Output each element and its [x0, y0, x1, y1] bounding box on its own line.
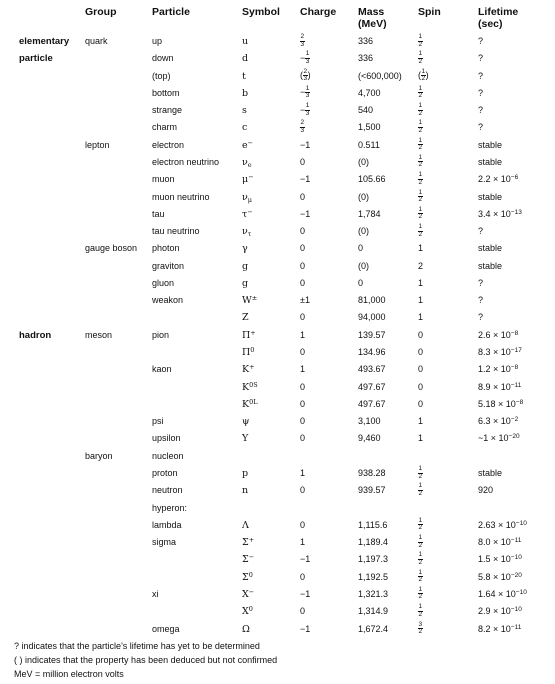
particle-symbol: γ [242, 243, 248, 255]
particle-spin: 1 2 [418, 33, 423, 48]
particle-mass: (0) [358, 260, 369, 271]
particle-symbol: Σ+ [242, 536, 255, 549]
particle-charge: 0 [300, 312, 306, 323]
particle-name: bottom [152, 87, 180, 98]
particle-symbol: K+ [242, 363, 255, 376]
particle-lifetime: stable [478, 191, 503, 202]
particle-spin: 0 [418, 329, 424, 340]
particle-mass: 497.67 [358, 398, 386, 409]
particle-symbol: Z [242, 312, 249, 324]
particle-lifetime: $3.4 \times 10^{-13}$ [478, 208, 522, 219]
particle-name: upsilon [152, 433, 181, 444]
particle-symbol: g [242, 260, 249, 272]
particle-lifetime: $8.3 \times 10^{-17}$ [478, 347, 522, 358]
particle-name: graviton [152, 260, 185, 271]
particle-charge: 1 [300, 468, 306, 478]
particle-lifetime: $5.18 \times 10^{-8}$ [478, 398, 524, 409]
particle-charge: −1 [300, 588, 311, 599]
particle-name: nucleon [152, 450, 184, 461]
particle-symbol: Π+ [242, 328, 256, 341]
particle-lifetime: $8.0 \times 10^{-11}$ [478, 537, 522, 548]
particle-spin: 1 [418, 433, 424, 444]
particle-charge: 0 [300, 606, 306, 617]
particle-lifetime: stable [478, 243, 503, 254]
particle-symbol: $\Sigma^0$ [242, 570, 253, 583]
particle-symbol: Χ− [242, 587, 255, 600]
particle-spin: 1 2 [418, 516, 423, 532]
particle-lifetime: $2.63 \times 10^{-10}$ [478, 519, 527, 530]
particle-mass: 1,500 [358, 122, 381, 133]
particle-mass: 94,000 [358, 312, 386, 323]
particle-lifetime: $2.2 \times 10^{-6}$ [478, 174, 519, 185]
particle-spin: 1 2 [418, 50, 423, 65]
particle-lifetime: $5.8 \times 10^{-20}$ [478, 571, 522, 582]
particle-lifetime: $2.9 \times 10^{-10}$ [478, 606, 522, 617]
particle-name: muon [152, 174, 175, 185]
particle-mass: 1,197.3 [358, 554, 389, 565]
particle-name: weakon [152, 295, 184, 306]
particle-spin: 1 2 [418, 136, 423, 152]
particle-lifetime: ? [478, 226, 484, 237]
particle-charge: − $\frac{1}{3}$ [300, 102, 310, 117]
particle-name: up [152, 36, 163, 46]
particle-lifetime: ? [478, 312, 484, 323]
particle-charge: ( 2 3 ) [300, 67, 311, 83]
particle-spin: 1 2 [418, 223, 423, 238]
particle-charge: 0 [300, 277, 306, 288]
header-spin: Spin [418, 6, 441, 18]
particle-spin: ( 1 2 ) [418, 67, 429, 83]
particle-mass: 81,000 [358, 295, 386, 306]
particle-symbol: b [242, 87, 249, 99]
particle-spin: 1 [418, 243, 424, 254]
particle-charge: 1 [300, 329, 306, 340]
footnote-parentheses: ( ) indicates that the property has been deduced but not confirmed [14, 655, 278, 665]
particle-charge: 0 [300, 381, 306, 392]
particle-spin: 1 2 [418, 102, 423, 117]
particle-mass: 336 [358, 36, 374, 46]
header-group: Group [85, 6, 117, 18]
particle-charge: −1 [300, 554, 311, 565]
particle-lifetime: stable [478, 260, 503, 271]
particle-name: tau [152, 208, 165, 219]
particle-charge: 0 [300, 347, 306, 358]
category-label: hadron [19, 329, 52, 341]
particle-symbol: s [242, 105, 247, 117]
particle-mass: (0) [358, 156, 369, 167]
particle-spin: 1 2 [418, 568, 423, 584]
particle-spin: 1 2 [418, 482, 423, 497]
particle-symbol: $X^0$ [242, 605, 253, 618]
group-label: lepton [85, 139, 110, 150]
particle-name: sigma [152, 537, 177, 548]
particle-charge: 2 3 [300, 119, 305, 134]
particle-mass: 3,100 [358, 416, 381, 427]
particle-mass: 1,672.4 [358, 623, 389, 634]
particle-lifetime: $1.64 \times 10^{-10}$ [478, 588, 527, 599]
particle-lifetime: stable [478, 468, 503, 478]
header-lifetime: Lifetime (sec) [478, 6, 519, 30]
particle-spin: 0 [418, 398, 424, 409]
particle-charge: −1 [300, 623, 311, 634]
particle-spin: 0 [418, 381, 424, 392]
particle-lifetime: stable [478, 156, 503, 167]
particle-lifetime: ? [478, 122, 484, 133]
particle-name: pion [152, 329, 170, 340]
particle-charge: −1 [300, 174, 311, 185]
particle-charge: − $\frac{1}{3}$ [300, 84, 310, 100]
particle-lifetime: ? [478, 105, 484, 116]
particle-name: down [152, 53, 174, 64]
particle-name: electron neutrino [152, 156, 220, 167]
particle-name: xi [152, 588, 159, 599]
particle-charge: 0 [300, 243, 306, 254]
particle-charge: 0 [300, 416, 306, 427]
footnote-mev: MeV = million electron volts [14, 669, 124, 679]
particle-name: (top) [152, 70, 171, 81]
particle-mass: 497.67 [358, 381, 386, 392]
particle-mass: 105.66 [358, 174, 386, 185]
particle-spin: 1 [418, 277, 424, 288]
header-charge: Charge [300, 6, 337, 18]
particle-name: neutron [152, 485, 183, 496]
particle-symbol: W± [242, 294, 258, 307]
header-particle: Particle [152, 6, 190, 18]
particle-charge: 0 [300, 433, 306, 444]
particle-lifetime: ? [478, 53, 484, 64]
particle-name: lambda [152, 519, 182, 530]
particle-name: muon neutrino [152, 191, 210, 202]
particle-lifetime: $2.6 \times 10^{-8}$ [478, 329, 519, 340]
particle-spin: 1 2 [418, 205, 423, 221]
particle-symbol: $K^{0L}$ [242, 397, 258, 410]
particle-lifetime: ? [478, 87, 484, 98]
particle-spin: 1 2 [418, 119, 423, 134]
particle-charge: ±1 [300, 295, 310, 306]
particle-mass: 493.67 [358, 364, 386, 375]
particle-mass: 0 [358, 277, 364, 288]
particle-name: charm [152, 122, 178, 133]
particle-spin: 1 2 [418, 188, 423, 204]
particle-spin: 1 2 [418, 534, 423, 549]
particle-symbol: p [242, 468, 249, 479]
particle-lifetime: 920 [478, 485, 494, 496]
particle-mass: 139.57 [358, 329, 386, 340]
particle-name: tau neutrino [152, 226, 200, 237]
particle-spin: 1 [418, 312, 424, 323]
particle-lifetime: $8.9 \times 10^{-11}$ [478, 381, 522, 392]
particle-symbol: $\nu_e$ [242, 156, 252, 169]
group-label: quark [85, 36, 108, 46]
particle-symbol: d [242, 53, 249, 65]
particle-mass: 1,192.5 [358, 571, 389, 582]
particle-symbol: c [242, 122, 248, 134]
group-label: baryon [85, 450, 113, 461]
header-symbol: Symbol [242, 6, 280, 18]
particle-name: hyperon: [152, 502, 188, 513]
particle-symbol: $\nu_\tau$ [242, 226, 252, 239]
particle-spin: 1 [418, 416, 424, 427]
particle-spin: 1 2 [418, 171, 423, 186]
particle-mass: 939.57 [358, 485, 386, 496]
particle-symbol: Σ− [242, 553, 255, 566]
footnote-lifetime: ? indicates that the particle's lifetime has yet to be determined [14, 641, 260, 651]
particle-spin: 1 2 [418, 465, 423, 480]
particle-symbol: $\Pi^0$ [242, 346, 255, 359]
particle-charge: 0 [300, 191, 306, 202]
particle-lifetime: $8.2 \times 10^{-11}$ [478, 623, 522, 634]
particle-charge: − $\frac{1}{3}$ [300, 50, 310, 65]
particle-spin: 1 2 [418, 585, 423, 601]
category-label: particle [19, 53, 53, 65]
particle-lifetime: ~1 × $10^{-20}$ [478, 433, 520, 444]
particle-symbol: u [242, 36, 249, 47]
particle-symbol: $\nu_\mu$ [242, 191, 253, 204]
particle-symbol: e− [242, 138, 254, 151]
particle-symbol: τ− [242, 207, 253, 220]
particle-lifetime: $1.2 \times 10^{-8}$ [478, 364, 519, 375]
particle-mass: (<600,000) [358, 70, 402, 81]
particle-charge: −1 [300, 139, 311, 150]
particle-lifetime: ? [478, 70, 484, 81]
particle-symbol: Ω [242, 623, 250, 635]
particle-charge: 2 3 [300, 33, 305, 48]
particle-charge: 0 [300, 398, 306, 409]
particle-name: omega [152, 623, 180, 634]
particle-mass: 1,321.3 [358, 588, 389, 599]
particle-mass: (0) [358, 226, 369, 237]
particle-spin: 0 [418, 364, 424, 375]
particle-charge: 0 [300, 260, 306, 271]
particle-spin: 1 2 [418, 551, 423, 566]
particle-mass: 4,700 [358, 87, 381, 98]
header-mass: Mass (MeV) [358, 6, 387, 30]
particle-mass: 1,314.9 [358, 606, 389, 617]
particle-lifetime: ? [478, 36, 484, 46]
particle-lifetime: ? [478, 277, 484, 288]
particle-charge: 0 [300, 226, 306, 237]
particle-charge: 0 [300, 519, 306, 530]
particle-spin: 0 [418, 347, 424, 358]
particle-symbol: Υ [242, 433, 249, 445]
category-label: elementary [19, 36, 70, 47]
particle-mass: 134.96 [358, 347, 386, 358]
particle-mass: 1,784 [358, 208, 381, 219]
particle-charge: 0 [300, 156, 306, 167]
particle-name: proton [152, 468, 178, 478]
particle-mass: 9,460 [358, 433, 381, 444]
particle-name: strange [152, 105, 183, 116]
particle-symbol: t [242, 70, 246, 82]
group-label: meson [85, 329, 113, 340]
particle-mass: 1,189.4 [358, 537, 389, 548]
particle-symbol: ψ [242, 416, 250, 428]
particle-mass: 336 [358, 53, 374, 64]
particle-mass: 938.28 [358, 468, 386, 478]
particle-symbol: $K^{0S}$ [242, 380, 258, 393]
group-label: gauge boson [85, 243, 138, 254]
particle-charge: 0 [300, 571, 306, 582]
particle-name: electron [152, 139, 185, 150]
particle-mass: 1,115.6 [358, 519, 388, 530]
particle-name: photon [152, 243, 180, 254]
particle-mass: (0) [358, 191, 369, 202]
particle-symbol: μ− [242, 173, 254, 186]
particle-spin: 1 [418, 295, 424, 306]
particle-spin: 1 2 [418, 84, 423, 100]
particle-mass: 0 [358, 243, 364, 254]
particle-symbol: n [242, 485, 249, 497]
particle-spin: 1 2 [418, 603, 423, 618]
particle-lifetime: ? [478, 295, 484, 306]
particle-lifetime: $6.3 \times 10^{-2}$ [478, 416, 519, 427]
particle-charge: 1 [300, 537, 306, 548]
particle-charge: 0 [300, 485, 306, 496]
particle-spin: 2 [418, 260, 424, 271]
particle-spin: 1 2 [418, 153, 423, 169]
particle-mass: 0.511 [358, 139, 380, 150]
particle-symbol: Λ [242, 519, 249, 531]
particle-spin: 3 2 [418, 620, 423, 636]
particle-lifetime: stable [478, 139, 503, 150]
particle-charge: 1 [300, 364, 306, 375]
particle-symbol: g [242, 277, 249, 289]
particle-mass: 540 [358, 105, 374, 116]
particle-name: psi [152, 416, 164, 427]
particle-name: gluon [152, 277, 175, 288]
particle-name: kaon [152, 364, 172, 375]
particle-charge: −1 [300, 208, 311, 219]
particle-lifetime: $1.5 \times 10^{-10}$ [478, 554, 522, 565]
